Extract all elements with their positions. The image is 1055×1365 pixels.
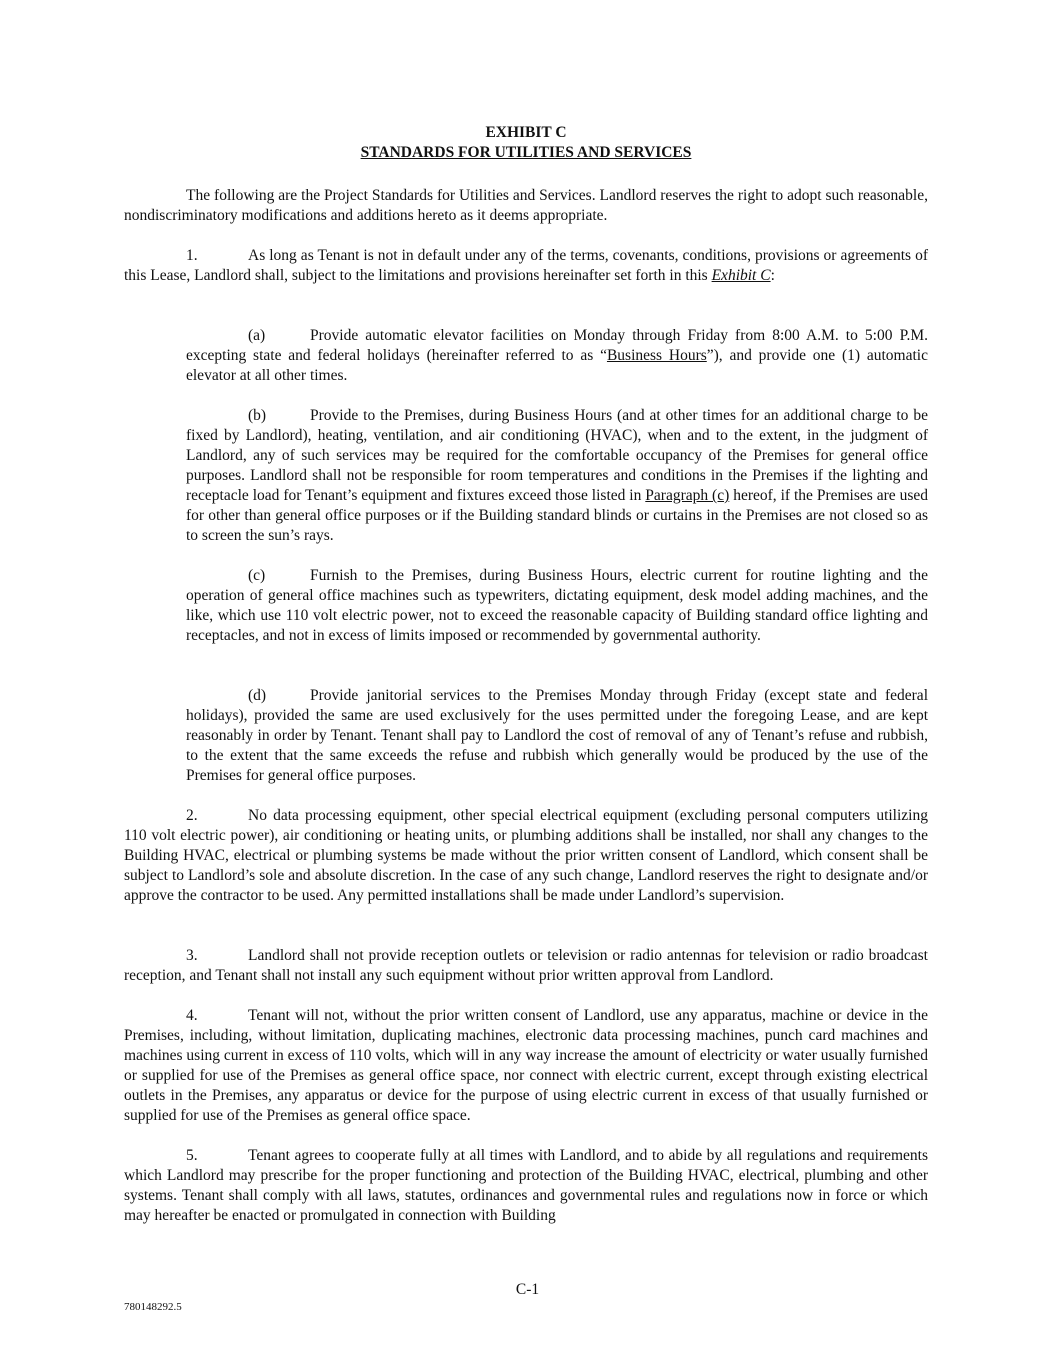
section-text: As long as Tenant is not in default under any of the terms, covenants, conditions, provisions or agreements of this Lease, Landlord shall, subject to the limitations and provisions hereinafter set forth in this [124, 247, 928, 284]
section-text: Tenant will not, without the prior written consent of Landlord, use any apparatus, machine or device in the Premises, including, without limitation, duplicating machines, electronic data processing machines, punch card machines and machines using current in excess of 110 volts, which will in any way increase the amount of electricity or water usually furnished or supplied for use of the Premises as general office space, nor connect with electric current, except through existing electrical outlets in the Premises, any apparatus or device for the purpose of using electric current in excess of that usually furnished or supplied for use of the Premises as general office space. [124, 1007, 928, 1124]
exhibit-title: STANDARDS FOR UTILITIES AND SERVICES [360, 144, 692, 161]
section-1 [124, 246, 928, 286]
section-2 [124, 806, 928, 906]
subsection-number: (c) [248, 567, 266, 584]
section-number: 2. [186, 807, 198, 824]
section-3 [124, 946, 928, 986]
subsection-text: Provide to the Premises, during Business Hours (and at other times for an additional charge to be fixed by Landlord), heating, ventilation, and air conditioning (HVAC), when and to the extent, in the judgment of Landlord, any of such services may be required for the comfortable occupancy of the Premises for general office purposes. Landlord shall not be responsible for room temperatures and conditions in the Premises if the lighting and receptacle load for Tenant’s equipment and fixtures exceed those listed in [186, 407, 928, 504]
paragraph-reference: Paragraph (c) [645, 487, 730, 504]
section-number: 4. [186, 1007, 198, 1024]
subsection-number: (b) [248, 407, 267, 424]
document-id: 780148292.5 [124, 1301, 182, 1313]
subsection-d [186, 686, 928, 786]
section-text-end: : [770, 267, 775, 284]
subsection-text-end: ”), and provide one (1) automatic elevator at all other times. [186, 347, 928, 384]
subsection-text: Provide janitorial services to the Premises Monday through Friday (except state and federal holidays), provided the same are used exclusively for the uses permitted under the foregoing Lease, and are kept reasonably in order by Tenant. Tenant shall pay to Landlord the cost of removal of any of Tenant’s refuse and rubbish, to the extent that the same exceeds the refuse and rubbish which generally would be produced by the use of the Premises for general office purposes. [186, 687, 928, 784]
subsection-text-end: hereof, if the Premises are used for other than general office purposes or if the Building standard blinds or curtains in the Premises are not closed so as to screen the sun’s rays. [186, 487, 928, 544]
subsection-a [186, 326, 928, 386]
section-4 [124, 1006, 928, 1126]
section-text: Landlord shall not provide reception outlets or television or radio antennas for television or radio broadcast reception, and Tenant shall not install any such equipment without prior written approval from Landlord. [124, 947, 928, 984]
intro-paragraph: The following are the Project Standards for Utilities and Services. Landlord reserves the right to adopt such reasonable, nondiscriminatory modifications and additions hereto as it deems appropriate. [124, 187, 928, 224]
section-text: No data processing equipment, other special electrical equipment (excluding personal computers utilizing 110 volt electric power), air conditioning or heating units, or plumbing additions shall be installed, nor shall any changes to the Building HVAC, electrical or plumbing systems be made without the prior written consent of Landlord, which consent shall be subject to Landlord’s sole and absolute discretion. In the case of any such change, Landlord reserves the right to designate and/or approve the contractor to be used. Any permitted installations shall be made under Landlord’s supervision. [124, 807, 928, 904]
exhibit-label: EXHIBIT C [485, 124, 567, 141]
section-number: 3. [186, 947, 198, 964]
section-number: 1. [186, 247, 198, 264]
section-number: 5. [186, 1147, 198, 1164]
section-text: Tenant agrees to cooperate fully at all times with Landlord, and to abide by all regulations and requirements which Landlord may prescribe for the proper functioning and protection of the Building HVAC, electrical, plumbing and other systems. Tenant shall comply with all laws, statutes, ordinances and governmental rules and regulations now in force or which may hereafter be enacted or promulgated in connection with Building [124, 1147, 928, 1224]
exhibit-header [124, 123, 928, 163]
section-5 [124, 1146, 928, 1226]
subsection-text: Provide automatic elevator facilities on Monday through Friday from 8:00 A.M. to 5:00 P.M. excepting state and federal holidays (hereinafter referred to as “ [186, 327, 928, 364]
defined-term: Business Hours [606, 347, 707, 364]
subsection-number: (d) [248, 687, 267, 704]
subsection-c [186, 566, 928, 646]
subsection-b [186, 406, 928, 546]
subsection-number: (a) [248, 327, 266, 344]
exhibit-reference: Exhibit C [711, 267, 771, 284]
subsection-text: Furnish to the Premises, during Business Hours, electric current for routine lighting and the operation of general office machines such as typewriters, dictating equipment, desk model adding machines, and the like, which use 110 volt electric power, not to exceed the reasonable capacity of Building standard office lighting and receptacles, and not in excess of limits imposed or recommended by governmental authority. [186, 567, 928, 644]
page-number: C-1 [515, 1281, 540, 1298]
